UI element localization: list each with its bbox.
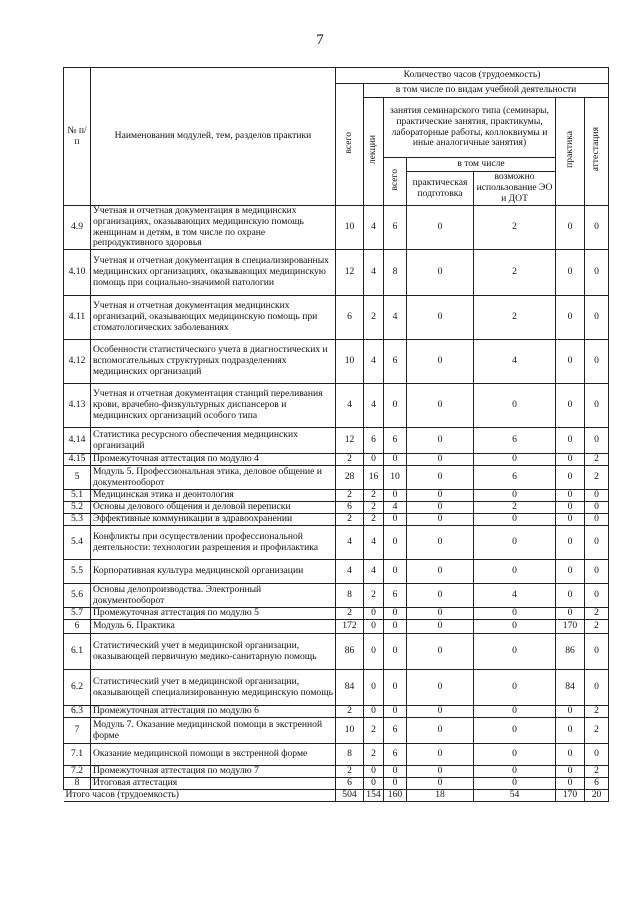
row-number: 5.4 <box>64 526 91 560</box>
table-row <box>64 526 609 560</box>
row-title: Учетная и отчетная документация в специализированных медицинских организациях, оказывающих медицинскую помощь при социально-значимой патологии <box>91 250 336 296</box>
row-title: Итоговая аттестация <box>91 778 336 790</box>
row-title: Статистика ресурсного обеспечения медицинских организаций <box>91 428 336 454</box>
table-row <box>64 608 609 620</box>
row-value: 0 <box>407 608 474 620</box>
header-practical: практическая подготовка <box>407 172 474 206</box>
row-value: 0 <box>585 526 609 560</box>
row-value: 0 <box>556 766 585 778</box>
row-value: 6 <box>384 744 407 766</box>
row-value: 0 <box>585 250 609 296</box>
row-value: 84 <box>556 670 585 706</box>
header-lectures: лекции <box>367 135 379 165</box>
total-label: Итого часов (трудоемкость) <box>64 790 336 802</box>
row-value: 0 <box>556 514 585 526</box>
row-title: Статистический учет в медицинской организации, оказывающей специализированную медицинскую помощь <box>91 670 336 706</box>
row-value: 4 <box>474 340 556 384</box>
row-number: 5.6 <box>64 584 91 608</box>
row-value: 6 <box>364 428 384 454</box>
row-value: 0 <box>585 514 609 526</box>
row-value: 0 <box>407 250 474 296</box>
row-value: 6 <box>585 778 609 790</box>
table-row <box>64 296 609 340</box>
row-value: 0 <box>384 514 407 526</box>
row-value: 0 <box>407 670 474 706</box>
row-value: 0 <box>407 744 474 766</box>
row-value: 0 <box>364 454 384 466</box>
table-row <box>64 670 609 706</box>
row-value: 86 <box>336 634 364 670</box>
row-value: 0 <box>407 466 474 490</box>
row-value: 0 <box>585 490 609 502</box>
row-value: 2 <box>336 490 364 502</box>
row-value: 0 <box>364 608 384 620</box>
row-value: 0 <box>474 454 556 466</box>
row-value: 2 <box>585 766 609 778</box>
row-title: Основы делового общения и деловой переписки <box>91 502 336 514</box>
row-value: 0 <box>474 718 556 744</box>
row-number: 6.3 <box>64 706 91 718</box>
row-number: 5.3 <box>64 514 91 526</box>
row-title: Медицинская этика и деонтология <box>91 490 336 502</box>
row-value: 0 <box>407 490 474 502</box>
row-value: 0 <box>407 526 474 560</box>
table-body <box>64 206 609 802</box>
row-value: 0 <box>556 706 585 718</box>
row-value: 0 <box>384 560 407 584</box>
row-value: 2 <box>474 502 556 514</box>
row-value: 0 <box>474 778 556 790</box>
row-value: 2 <box>336 514 364 526</box>
row-value: 2 <box>336 608 364 620</box>
row-value: 0 <box>407 428 474 454</box>
row-value: 4 <box>364 560 384 584</box>
row-value: 4 <box>384 296 407 340</box>
row-value: 8 <box>336 584 364 608</box>
row-value: 2 <box>364 718 384 744</box>
row-title: Статистический учет в медицинской организации, оказывающей первичную медико-санитарную помощь <box>91 634 336 670</box>
row-value: 0 <box>556 502 585 514</box>
row-number: 4.13 <box>64 384 91 428</box>
row-value: 0 <box>585 296 609 340</box>
row-value: 0 <box>384 670 407 706</box>
table-row <box>64 206 609 250</box>
row-value: 2 <box>364 514 384 526</box>
row-number: 7 <box>64 718 91 744</box>
row-number: 4.14 <box>64 428 91 454</box>
row-value: 0 <box>585 634 609 670</box>
row-value: 6 <box>474 428 556 454</box>
row-title: Промежуточная аттестация по модулю 4 <box>91 454 336 466</box>
row-number: 4.11 <box>64 296 91 340</box>
table-row <box>64 766 609 778</box>
row-value: 0 <box>585 206 609 250</box>
row-value: 0 <box>474 706 556 718</box>
row-value: 10 <box>336 340 364 384</box>
row-value: 0 <box>407 620 474 634</box>
row-number: 7.2 <box>64 766 91 778</box>
row-value: 2 <box>585 466 609 490</box>
row-value: 0 <box>407 706 474 718</box>
row-value: 6 <box>384 428 407 454</box>
row-value: 170 <box>556 620 585 634</box>
table-row <box>64 384 609 428</box>
row-value: 4 <box>364 526 384 560</box>
row-number: 5.7 <box>64 608 91 620</box>
row-value: 0 <box>384 766 407 778</box>
row-title: Учетная и отчетная документация станций переливания крови, врачебно-физкультурных диспансеров и медицинских организаций особого типа <box>91 384 336 428</box>
row-value: 0 <box>556 340 585 384</box>
row-value: 0 <box>384 608 407 620</box>
row-value: 172 <box>336 620 364 634</box>
row-value: 2 <box>364 584 384 608</box>
row-value: 10 <box>336 718 364 744</box>
row-value: 2 <box>474 250 556 296</box>
row-value: 0 <box>384 526 407 560</box>
table-row <box>64 718 609 744</box>
total-value: 20 <box>585 790 609 802</box>
table-row <box>64 502 609 514</box>
row-value: 0 <box>407 766 474 778</box>
row-value: 0 <box>384 384 407 428</box>
header-practice: практика <box>563 131 575 169</box>
row-value: 0 <box>407 778 474 790</box>
row-value: 0 <box>364 634 384 670</box>
header-num: № п/п <box>64 68 91 206</box>
table-row <box>64 490 609 502</box>
row-number: 6 <box>64 620 91 634</box>
row-value: 6 <box>384 206 407 250</box>
row-title: Модуль 6. Практика <box>91 620 336 634</box>
row-value: 0 <box>407 514 474 526</box>
row-value: 0 <box>407 384 474 428</box>
row-value: 2 <box>585 454 609 466</box>
row-value: 2 <box>585 608 609 620</box>
row-value: 0 <box>585 670 609 706</box>
total-row <box>64 790 609 802</box>
row-value: 0 <box>474 490 556 502</box>
row-value: 0 <box>384 778 407 790</box>
header-vsego: всего <box>343 131 355 154</box>
total-value: 18 <box>407 790 474 802</box>
row-value: 0 <box>364 778 384 790</box>
row-number: 5.1 <box>64 490 91 502</box>
row-title: Особенности статистического учета в диагностических и вспомогательных структурных подразделениях медицинских организаций <box>91 340 336 384</box>
total-value: 54 <box>474 790 556 802</box>
row-value: 2 <box>336 454 364 466</box>
row-value: 2 <box>585 706 609 718</box>
table-row <box>64 620 609 634</box>
row-value: 0 <box>556 206 585 250</box>
row-value: 0 <box>556 526 585 560</box>
row-value: 16 <box>364 466 384 490</box>
row-value: 0 <box>556 718 585 744</box>
row-value: 0 <box>407 502 474 514</box>
row-number: 4.9 <box>64 206 91 250</box>
row-value: 28 <box>336 466 364 490</box>
row-value: 2 <box>364 490 384 502</box>
row-value: 2 <box>474 296 556 340</box>
table-row <box>64 454 609 466</box>
row-title: Модуль 5. Профессиональная этика, деловое общение и документооборот <box>91 466 336 490</box>
table-row <box>64 634 609 670</box>
total-value: 170 <box>556 790 585 802</box>
row-value: 0 <box>585 428 609 454</box>
row-value: 0 <box>556 384 585 428</box>
row-value: 0 <box>474 620 556 634</box>
row-value: 0 <box>407 340 474 384</box>
row-value: 4 <box>474 584 556 608</box>
row-value: 10 <box>384 466 407 490</box>
row-value: 0 <box>474 514 556 526</box>
row-value: 0 <box>474 670 556 706</box>
row-value: 2 <box>364 744 384 766</box>
table-row <box>64 560 609 584</box>
header-by-type: в том числе по видам учебной деятельности <box>364 84 609 98</box>
row-value: 8 <box>384 250 407 296</box>
row-title: Эффективные коммуникации в здравоохранении <box>91 514 336 526</box>
row-value: 0 <box>407 296 474 340</box>
row-value: 12 <box>336 428 364 454</box>
row-title: Оказание медицинской помощи в экстренной форме <box>91 744 336 766</box>
row-number: 6.1 <box>64 634 91 670</box>
row-value: 86 <box>556 634 585 670</box>
row-value: 4 <box>336 560 364 584</box>
row-value: 0 <box>556 296 585 340</box>
row-value: 0 <box>384 706 407 718</box>
row-title: Конфликты при осуществлении профессиональной деятельности: технологии разрешения и профилактика <box>91 526 336 560</box>
row-title: Учетная и отчетная документация в медицинских организациях, оказывающих медицинскую помощь женщинам и детям, в том числе по охране репродуктивного здоровья <box>91 206 336 250</box>
row-value: 0 <box>585 560 609 584</box>
row-value: 84 <box>336 670 364 706</box>
row-value: 0 <box>556 744 585 766</box>
row-value: 4 <box>364 250 384 296</box>
table-row <box>64 428 609 454</box>
row-value: 0 <box>364 766 384 778</box>
curriculum-table <box>63 67 609 802</box>
header-qty: Количество часов (трудоемкость) <box>336 68 609 84</box>
header-name: Наименования модулей, тем, разделов практики <box>91 68 336 206</box>
row-value: 0 <box>384 454 407 466</box>
row-number: 4.12 <box>64 340 91 384</box>
row-value: 0 <box>556 778 585 790</box>
total-value: 160 <box>384 790 407 802</box>
row-value: 0 <box>407 206 474 250</box>
row-value: 2 <box>364 502 384 514</box>
row-number: 5.5 <box>64 560 91 584</box>
row-value: 4 <box>336 384 364 428</box>
row-number: 5.2 <box>64 502 91 514</box>
row-value: 0 <box>364 670 384 706</box>
row-value: 0 <box>407 454 474 466</box>
row-value: 4 <box>384 502 407 514</box>
row-value: 0 <box>474 560 556 584</box>
row-value: 6 <box>474 466 556 490</box>
row-value: 0 <box>407 718 474 744</box>
table-row <box>64 466 609 490</box>
row-value: 6 <box>336 778 364 790</box>
row-value: 0 <box>585 384 609 428</box>
row-value: 0 <box>556 608 585 620</box>
row-value: 0 <box>384 490 407 502</box>
row-value: 0 <box>556 490 585 502</box>
row-title: Учетная и отчетная документация медицинских организаций, оказывающих медицинскую помощь при стоматологических заболеваниях <box>91 296 336 340</box>
row-value: 0 <box>407 560 474 584</box>
row-value: 2 <box>336 766 364 778</box>
row-number: 7.1 <box>64 744 91 766</box>
table-row <box>64 744 609 766</box>
table-row <box>64 514 609 526</box>
row-value: 0 <box>474 608 556 620</box>
row-value: 0 <box>364 706 384 718</box>
header-incl: в том числе <box>407 158 556 172</box>
row-value: 0 <box>474 766 556 778</box>
header-seminar: занятия семинарского типа (семинары, практические занятия, практикумы, лабораторные работы, коллоквиумы и иные аналогичные занятия) <box>384 98 556 158</box>
header-sem-vsego: всего <box>388 168 400 191</box>
row-value: 2 <box>585 620 609 634</box>
row-value: 6 <box>384 340 407 384</box>
row-value: 0 <box>407 584 474 608</box>
row-value: 0 <box>474 384 556 428</box>
row-value: 0 <box>585 502 609 514</box>
table-row <box>64 584 609 608</box>
row-value: 2 <box>474 206 556 250</box>
row-title: Корпоративная культура медицинской организации <box>91 560 336 584</box>
table-row <box>64 778 609 790</box>
row-number: 4.15 <box>64 454 91 466</box>
table-row <box>64 250 609 296</box>
row-value: 0 <box>384 620 407 634</box>
row-value: 6 <box>384 584 407 608</box>
row-value: 12 <box>336 250 364 296</box>
row-value: 0 <box>556 584 585 608</box>
row-title: Промежуточная аттестация по модулю 6 <box>91 706 336 718</box>
row-value: 2 <box>585 718 609 744</box>
row-value: 0 <box>585 340 609 384</box>
row-value: 4 <box>336 526 364 560</box>
row-value: 4 <box>364 340 384 384</box>
row-value: 0 <box>384 634 407 670</box>
row-value: 0 <box>474 526 556 560</box>
row-value: 4 <box>364 384 384 428</box>
row-value: 0 <box>585 744 609 766</box>
row-value: 0 <box>556 560 585 584</box>
row-value: 8 <box>336 744 364 766</box>
row-title: Основы делопроизводства. Электронный документооборот <box>91 584 336 608</box>
row-value: 4 <box>364 206 384 250</box>
row-value: 0 <box>364 620 384 634</box>
row-number: 4.10 <box>64 250 91 296</box>
row-value: 0 <box>556 454 585 466</box>
row-title: Промежуточная аттестация по модулю 5 <box>91 608 336 620</box>
row-value: 2 <box>364 296 384 340</box>
row-value: 0 <box>407 634 474 670</box>
row-number: 5 <box>64 466 91 490</box>
table-row <box>64 340 609 384</box>
page-number: 7 <box>316 32 324 48</box>
table-row <box>64 706 609 718</box>
header-eo: возможно использование ЭО и ДОТ <box>474 172 556 206</box>
row-value: 0 <box>556 466 585 490</box>
row-value: 2 <box>336 706 364 718</box>
row-number: 8 <box>64 778 91 790</box>
row-value: 0 <box>556 250 585 296</box>
row-value: 6 <box>336 296 364 340</box>
row-value: 0 <box>474 744 556 766</box>
row-title: Промежуточная аттестация по модулю 7 <box>91 766 336 778</box>
row-value: 0 <box>556 428 585 454</box>
row-value: 0 <box>474 634 556 670</box>
row-number: 6.2 <box>64 670 91 706</box>
header-attest: аттестация <box>590 127 602 172</box>
row-value: 0 <box>585 584 609 608</box>
row-title: Модуль 7. Оказание медицинской помощи в экстренной форме <box>91 718 336 744</box>
row-value: 6 <box>336 502 364 514</box>
total-value: 504 <box>336 790 364 802</box>
total-value: 154 <box>364 790 384 802</box>
row-value: 6 <box>384 718 407 744</box>
row-value: 10 <box>336 206 364 250</box>
